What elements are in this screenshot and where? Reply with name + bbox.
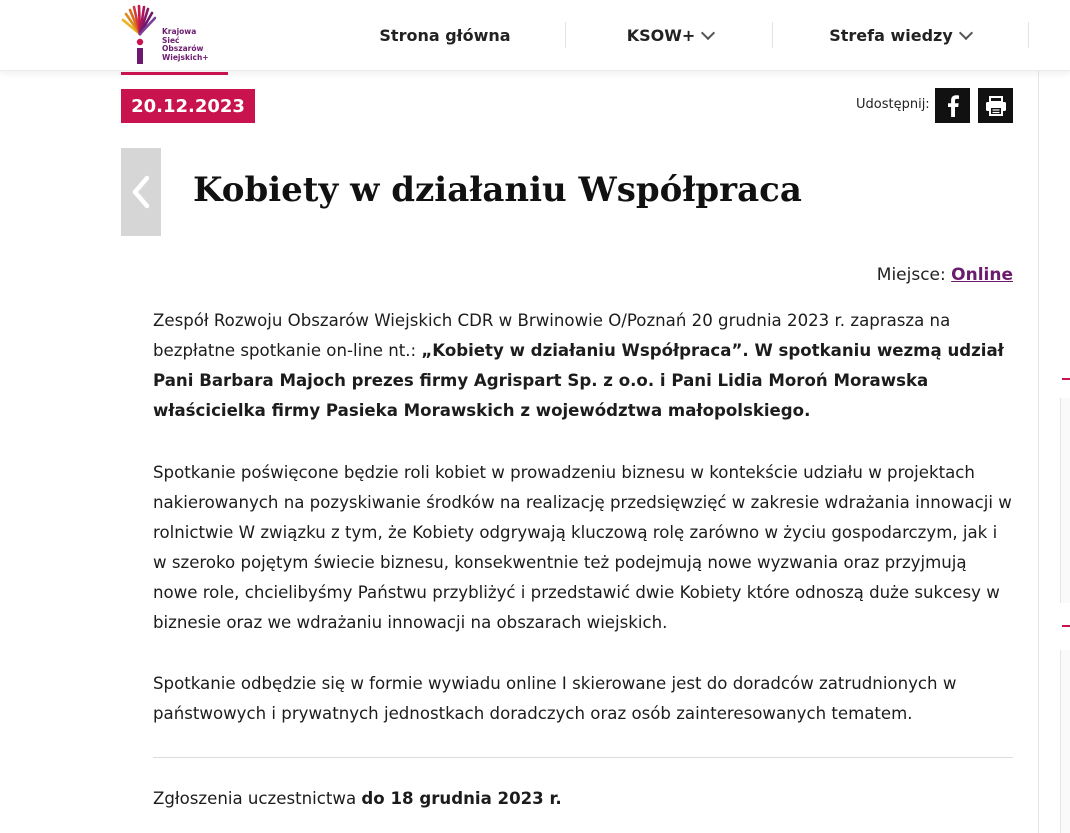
chevron-down-icon <box>959 25 973 39</box>
print-button[interactable] <box>978 88 1013 123</box>
chevron-down-icon <box>701 25 715 39</box>
sidebar-card[interactable] <box>1060 650 1070 833</box>
nav-item-label: Strefa wiedzy <box>829 25 953 45</box>
nav-divider <box>1028 22 1029 48</box>
logo-line: Wiejskich+ <box>162 52 209 62</box>
print-icon <box>985 96 1007 116</box>
nav-divider <box>565 22 566 48</box>
logo-mark-icon <box>118 4 162 68</box>
paragraph-description: Spotkanie poświęcone będzie roli kobiet w prowadzeniu biznesu w kontekście udziału w projektach nakierowanych na pozyskiwanie środków na realizację przedsięwzięć w zakresie wdrażania innowacji w rolnictwie W związku z tym, że Kobiety odgrywają kluczową rolę zarówno w życiu gospodarczym, jak i w szeroko pojętym świecie biznesu, konsekwentnie też podejmują nowe wyzwania oraz przyjmują nowe role, chcielibyśmy Państwu przybliżyć i przedstawić dwie Kobiety które odnoszą duże sukcesy w biznesie oraz we wdrażaniu innowacji na obszarach wiejskich. <box>153 463 1012 632</box>
sidebar-card[interactable] <box>1060 398 1070 603</box>
paragraph-deadline <box>153 784 1013 814</box>
logo-text <box>162 28 209 62</box>
nav-item-knowledge[interactable] <box>805 0 995 70</box>
share-label: Udostępnij: <box>856 97 930 112</box>
site-header <box>0 0 1070 71</box>
logo-underline <box>121 72 228 75</box>
chevron-left-icon <box>131 175 151 209</box>
event-place <box>877 265 1013 285</box>
date-badge: 20.12.2023 <box>121 89 255 123</box>
ksow-logo[interactable] <box>118 4 230 76</box>
nav-item-label: KSOW+ <box>626 25 696 45</box>
paragraph-text: Zespół Rozwoju Obszarów Wiejskich CDR w Brwinowie O/Poznań 20 grudnia 2023 r. zaprasza na bezpłatne spotkanie on-line nt.: <box>153 311 951 360</box>
paragraph-intro <box>153 306 1013 426</box>
nav-item-ksow[interactable] <box>590 0 750 70</box>
facebook-share-button[interactable] <box>935 88 970 123</box>
place-link[interactable]: Online <box>951 265 1013 285</box>
facebook-icon <box>946 95 960 117</box>
nav-item-home[interactable] <box>360 0 530 70</box>
deadline-date: do 18 grudnia 2023 r. <box>361 789 562 808</box>
sidebar-border <box>1038 70 1039 833</box>
sidebar-accent <box>1062 625 1070 627</box>
logo-line: Sieć <box>162 35 180 45</box>
nav-item-label: Strona główna <box>379 25 511 45</box>
place-label: Miejsce: <box>876 265 952 285</box>
paragraph-format: Spotkanie odbędzie się w formie wywiadu online I skierowane jest do doradców zatrudnionych w państwowych i prywatnych jednostkach doradczych oraz osób zainteresowanych tematem. <box>153 674 957 723</box>
back-button[interactable] <box>121 148 161 236</box>
content-divider <box>153 757 1013 758</box>
page-title: Kobiety w działaniu Współpraca <box>193 170 802 210</box>
logo-line: Krajowa <box>162 27 197 36</box>
deadline-text: Zgłoszenia uczestnictwa <box>153 789 362 808</box>
paragraph-bold: „Kobiety w działaniu Współpraca”. W spotkaniu wezmą udział Pani Barbara Majoch prezes firmy Agrispart Sp. z o.o. i Pani Lidia Moroń Morawska właścicielka firmy Pasieka Morawskich z województwa małopolskiego. <box>153 341 1004 420</box>
sidebar-accent <box>1062 378 1070 380</box>
nav-divider <box>772 22 773 48</box>
logo-line: Obszarów <box>162 44 204 53</box>
